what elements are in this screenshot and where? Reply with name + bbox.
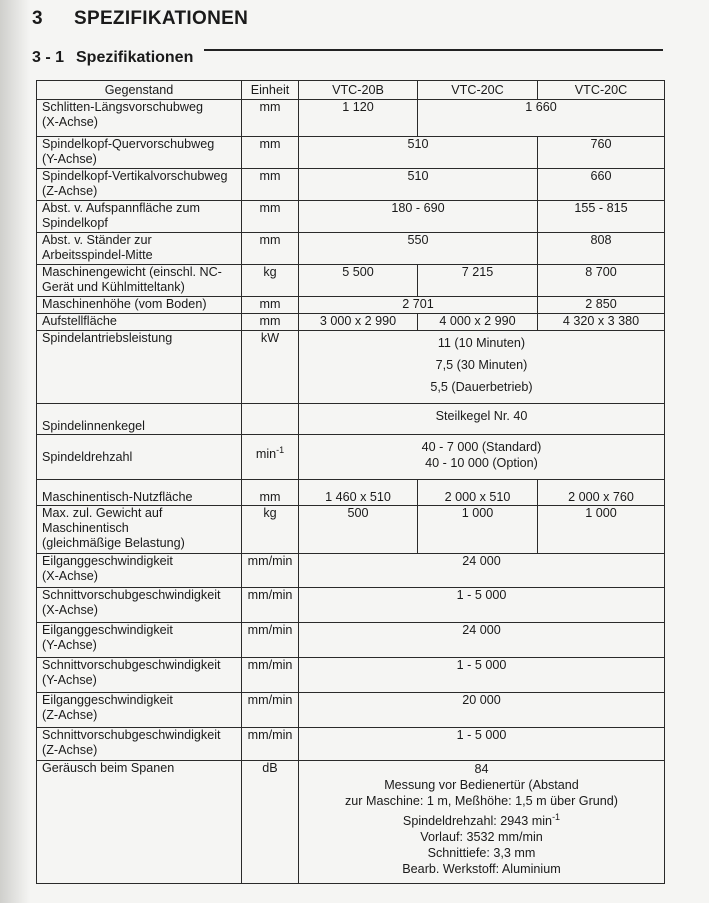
value-cell: 1 120 bbox=[299, 100, 418, 137]
row-unit: mm bbox=[242, 100, 299, 137]
row-unit: mm/min bbox=[242, 623, 299, 658]
note-line: Spindeldrehzahl: 2943 $\min^{-1}$ bbox=[402, 812, 561, 829]
table-row bbox=[37, 658, 665, 693]
value-cell: 500 bbox=[299, 506, 418, 554]
row-label: Spindeldrehzahl bbox=[37, 435, 242, 480]
value-cell: Steilkegel Nr. 40 bbox=[299, 404, 665, 435]
row-label: Spindelinnenkegel bbox=[37, 404, 242, 435]
value-cell: 180 - 690 bbox=[299, 201, 538, 233]
value-cell bbox=[299, 435, 665, 480]
value-cell: 1 000 bbox=[538, 506, 665, 554]
table-row bbox=[37, 693, 665, 728]
chapter-heading bbox=[32, 8, 248, 30]
value-cell: 20 000 bbox=[299, 693, 665, 728]
value-cell: 4 000 x 2 990 bbox=[418, 314, 538, 331]
row-label: Max. zul. Gewicht auf Maschinentisch (gleichmäßige Belastung) bbox=[37, 506, 242, 554]
row-unit: mm/min bbox=[242, 693, 299, 728]
header-vtc-20c: VTC-20C bbox=[418, 81, 538, 100]
row-unit: kg bbox=[242, 265, 299, 297]
value-cell: 24 000 bbox=[299, 623, 665, 658]
row-label: Schnittvorschubgeschwindigkeit (Y-Achse) bbox=[37, 658, 242, 693]
value-cell: 1 000 bbox=[418, 506, 538, 554]
row-label: Abst. v. Ständer zur Arbeitsspindel-Mitte bbox=[37, 233, 242, 265]
table-row bbox=[37, 404, 665, 435]
value-cell: 550 bbox=[299, 233, 538, 265]
value-cell: 1 660 bbox=[418, 100, 665, 137]
row-unit: mm bbox=[242, 201, 299, 233]
row-unit: mm bbox=[242, 137, 299, 169]
row-label: Schnittvorschubgeschwindigkeit (X-Achse) bbox=[37, 588, 242, 623]
value-cell: 155 - 815 bbox=[538, 201, 665, 233]
header-einheit: Einheit bbox=[242, 81, 299, 100]
row-label: Eilganggeschwindigkeit (X-Achse) bbox=[37, 554, 242, 588]
row-label: Eilganggeschwindigkeit (Y-Achse) bbox=[37, 623, 242, 658]
row-label: Schnittvorschubgeschwindigkeit (Z-Achse) bbox=[37, 728, 242, 761]
table-header-row bbox=[37, 81, 665, 100]
row-unit: mm/min bbox=[242, 658, 299, 693]
value-cell: 2 000 x 510 bbox=[418, 480, 538, 506]
value-cell: 660 bbox=[538, 169, 665, 201]
table-row bbox=[37, 201, 665, 233]
row-label: Maschinenhöhe (vom Boden) bbox=[37, 297, 242, 314]
row-unit: kg bbox=[242, 506, 299, 554]
row-unit: mm/min bbox=[242, 588, 299, 623]
value-cell: 2 701 bbox=[299, 297, 538, 314]
row-label: Geräusch beim Spanen bbox=[37, 761, 242, 884]
table-row bbox=[37, 506, 665, 554]
table-row bbox=[37, 297, 665, 314]
table-row bbox=[37, 588, 665, 623]
section-heading bbox=[32, 49, 193, 67]
table-row bbox=[37, 554, 665, 588]
row-unit: dB bbox=[242, 761, 299, 884]
row-unit: mm bbox=[242, 233, 299, 265]
value-line: 84 bbox=[474, 762, 489, 776]
note-line: Schnittiefe: 3,3 mm bbox=[427, 846, 536, 861]
table-row bbox=[37, 100, 665, 137]
value-cell: 1 - 5 000 bbox=[299, 658, 665, 693]
value-cell: 8 700 bbox=[538, 265, 665, 297]
note-line: Vorlauf: 3532 mm/min bbox=[420, 830, 543, 845]
row-label: Spindelkopf-Vertikalvorschubweg (Z-Achse) bbox=[37, 169, 242, 201]
row-label: Spindelkopf-Quervorschubweg (Y-Achse) bbox=[37, 137, 242, 169]
note-line: zur Maschine: 1 m, Meßhöhe: 1,5 m über Grund) bbox=[345, 794, 618, 808]
value-cell: 2 850 bbox=[538, 297, 665, 314]
row-unit: mm/min bbox=[242, 554, 299, 588]
row-label: Aufstellfläche bbox=[37, 314, 242, 331]
section-title: Spezifikationen bbox=[76, 49, 194, 66]
table-row bbox=[37, 265, 665, 297]
value-line: 7,5 (30 Minuten) bbox=[435, 358, 528, 372]
table-row bbox=[37, 233, 665, 265]
table-row bbox=[37, 435, 665, 480]
value-line: 40 - 10 000 (Option) bbox=[425, 456, 538, 470]
value-cell: 760 bbox=[538, 137, 665, 169]
row-unit: mm/min bbox=[242, 728, 299, 761]
row-unit: $\min^{-1}$ bbox=[242, 435, 299, 480]
value-cell: 5 500 bbox=[299, 265, 418, 297]
value-cell bbox=[299, 761, 665, 884]
value-cell: 510 bbox=[299, 169, 538, 201]
value-cell: 1 - 5 000 bbox=[299, 588, 665, 623]
row-unit bbox=[242, 404, 299, 435]
value-line: 5,5 (Dauerbetrieb) bbox=[430, 380, 533, 394]
header-vtc-20c-2: VTC-20C bbox=[538, 81, 665, 100]
row-label: Eilganggeschwindigkeit (Z-Achse) bbox=[37, 693, 242, 728]
table-row bbox=[37, 761, 665, 884]
section-rule bbox=[204, 49, 663, 51]
value-cell: 1 - 5 000 bbox=[299, 728, 665, 761]
value-cell: 24 000 bbox=[299, 554, 665, 588]
value-cell bbox=[299, 331, 665, 404]
value-cell: 3 000 x 2 990 bbox=[299, 314, 418, 331]
table-row bbox=[37, 623, 665, 658]
value-line: 11 (10 Minuten) bbox=[437, 336, 526, 350]
value-line: 40 - 7 000 (Standard) bbox=[421, 440, 542, 454]
table-row bbox=[37, 331, 665, 404]
value-cell: 4 320 x 3 380 bbox=[538, 314, 665, 331]
section-number: 3 - 1 bbox=[32, 49, 65, 66]
row-label: Schlitten-Längsvorschubweg (X-Achse) bbox=[37, 100, 242, 137]
row-unit: mm bbox=[242, 480, 299, 506]
note-line: Messung vor Bedienertür (Abstand bbox=[384, 778, 579, 792]
page-edge-shadow bbox=[0, 0, 30, 903]
row-unit: mm bbox=[242, 297, 299, 314]
chapter-number: 3 bbox=[32, 8, 43, 29]
value-cell: 808 bbox=[538, 233, 665, 265]
chapter-title: SPEZIFIKATIONEN bbox=[74, 8, 249, 29]
row-label: Abst. v. Aufspannfläche zum Spindelkopf bbox=[37, 201, 242, 233]
row-unit: kW bbox=[242, 331, 299, 404]
table-row bbox=[37, 169, 665, 201]
table-row bbox=[37, 314, 665, 331]
header-gegenstand: Gegenstand bbox=[37, 81, 242, 100]
value-cell: 510 bbox=[299, 137, 538, 169]
row-unit: mm bbox=[242, 169, 299, 201]
value-cell: 7 215 bbox=[418, 265, 538, 297]
row-label: Maschinengewicht (einschl. NC- Gerät und Kühlmitteltank) bbox=[37, 265, 242, 297]
spec-table bbox=[36, 80, 665, 884]
row-label: Maschinentisch-Nutzfläche bbox=[37, 480, 242, 506]
table-row bbox=[37, 728, 665, 761]
table-row bbox=[37, 137, 665, 169]
header-vtc-20b: VTC-20B bbox=[299, 81, 418, 100]
table-row bbox=[37, 480, 665, 506]
value-cell: 1 460 x 510 bbox=[299, 480, 418, 506]
note-line: Bearb. Werkstoff: Aluminium bbox=[402, 862, 561, 877]
row-label: Spindelantriebsleistung bbox=[37, 331, 242, 404]
value-cell: 2 000 x 760 bbox=[538, 480, 665, 506]
row-unit: mm bbox=[242, 314, 299, 331]
